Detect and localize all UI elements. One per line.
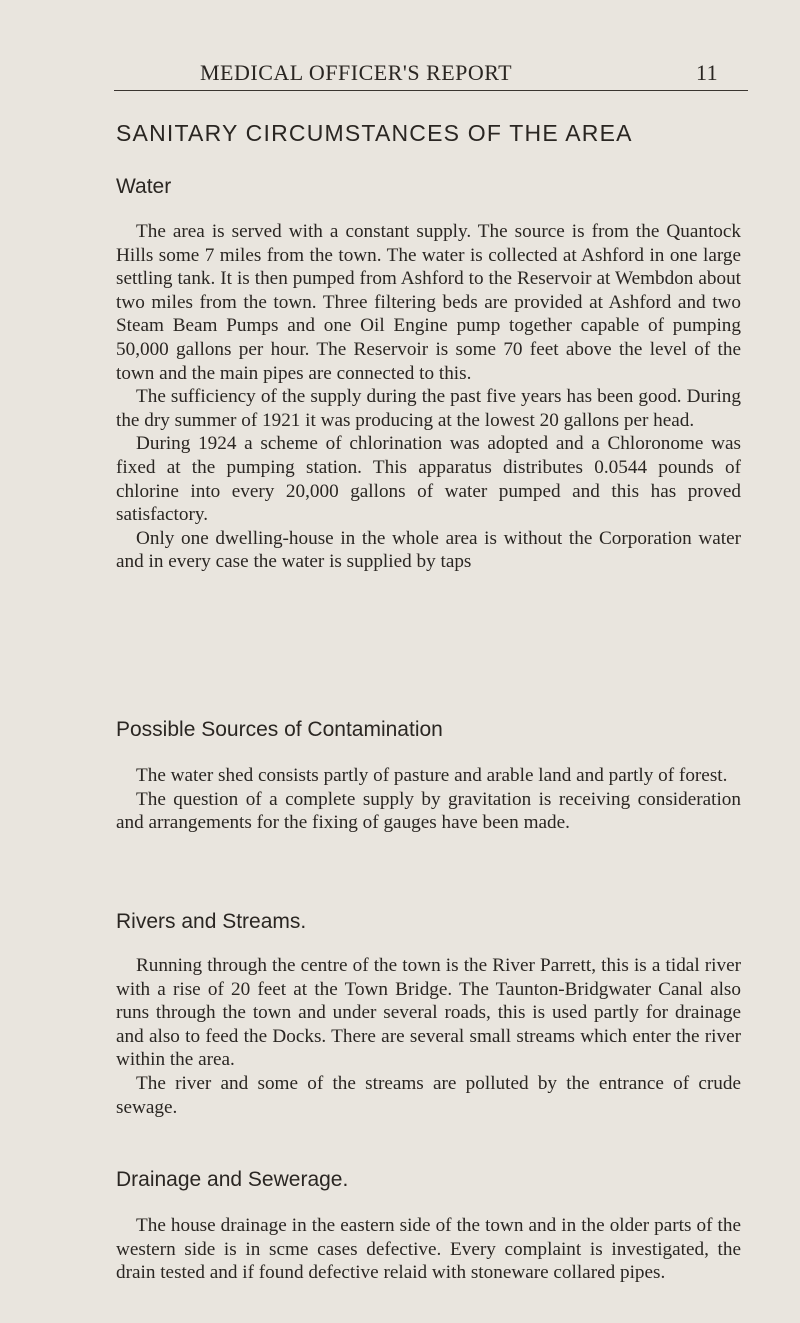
section-body-rivers	[116, 954, 741, 1119]
paragraph: The river and some of the streams are polluted by the entrance of crude sewage.	[116, 1072, 741, 1118]
section-body-water	[116, 220, 741, 574]
section-body-contamination	[116, 764, 741, 835]
paragraph: During 1924 a scheme of chlorination was adopted and a Chloronome was fixed at the pumping station. This apparatus distributes 0.0544 pounds of chlorine into every 20,000 gallons of water pumped and this has proved satisfactory.	[116, 433, 741, 526]
paragraph: Running through the centre of the town is the River Parrett, this is a tidal river with a rise of 20 feet at the Town Bridge. The Taunton-Bridgwater Canal also runs through the town and under several roads, this is used partly for drainage and also to feed the Docks. There are several small streams which enter the river within the area.	[116, 955, 741, 1071]
section-heading-rivers: Rivers and Streams.	[116, 910, 307, 933]
header-title: MEDICAL OFFICER'S REPORT	[200, 60, 513, 85]
section-body-drainage	[116, 1214, 741, 1285]
page-number: 11	[696, 60, 719, 85]
paragraph: The sufficiency of the supply during the past five years has been good. During the dry summer of 1921 it was producing at the lowest 20 gallons per head.	[116, 386, 741, 431]
running-header	[114, 60, 748, 91]
main-heading: SANITARY CIRCUMSTANCES OF THE AREA	[116, 120, 633, 146]
paragraph: The house drainage in the eastern side of the town and in the older parts of the western side is in scme cases defective. Every complaint is investigated, the drain tested and if found defective relaid with stoneware collared pipes.	[116, 1215, 741, 1284]
section-heading-contamination: Possible Sources of Contamination	[116, 718, 443, 741]
section-heading-drainage: Drainage and Sewerage.	[116, 1168, 349, 1191]
paragraph: The area is served with a constant supply. The source is from the Quantock Hills some 7 miles from the town. The water is collected at Ashford in one large settling tank. It is then pumped from Ashford to the Reservoir at Wembdon about two miles from the town. Three filtering beds are provided at Ashford and two Steam Beam Pumps and one Oil Engine pump together capable of pumping 50,000 gallons per hour. The Reservoir is some 70 feet above the level of the town and the main pipes are connected to this.	[116, 221, 741, 384]
paragraph: The question of a complete supply by gravitation is receiving consideration and arrangements for the fixing of gauges have been made.	[116, 788, 741, 834]
section-heading-water: Water	[116, 175, 172, 198]
paragraph: The water shed consists partly of pasture and arable land and partly of forest.	[136, 765, 728, 786]
paragraph: Only one dwelling-house in the whole area is without the Corporation water and in every case the water is supplied by taps	[116, 527, 741, 573]
